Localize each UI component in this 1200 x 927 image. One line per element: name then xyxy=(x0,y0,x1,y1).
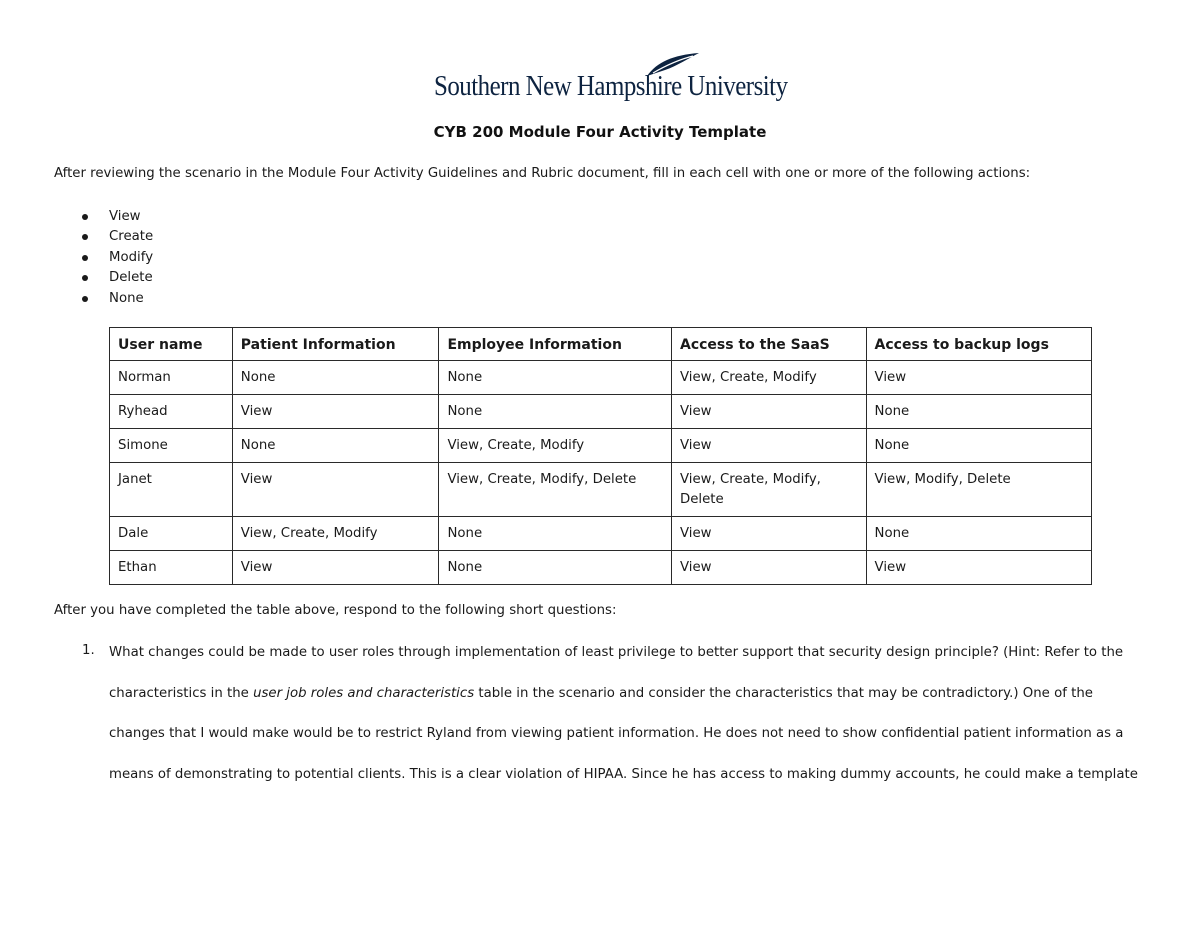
table-cell[interactable]: None xyxy=(232,429,439,463)
table-cell[interactable]: View xyxy=(232,395,439,429)
table-cell[interactable]: None xyxy=(232,361,439,395)
table-cell[interactable]: None xyxy=(439,395,672,429)
bullet-icon xyxy=(82,275,88,281)
university-logo xyxy=(430,52,788,108)
header-backup-logs: Access to backup logs xyxy=(866,328,1091,361)
table-row xyxy=(110,551,1092,585)
table-cell[interactable]: Janet xyxy=(110,463,233,517)
table-cell[interactable]: Ryhead xyxy=(110,395,233,429)
action-label: View xyxy=(109,209,141,224)
bullet-icon xyxy=(82,255,88,261)
table-row xyxy=(110,395,1092,429)
table-cell[interactable]: None xyxy=(439,361,672,395)
logo-wordmark: Southern New Hampshire University xyxy=(434,70,788,102)
bullet-icon xyxy=(82,296,88,302)
table-header-row xyxy=(110,328,1092,361)
table-cell[interactable]: None xyxy=(866,395,1091,429)
page-title: CYB 200 Module Four Activity Template xyxy=(433,123,767,141)
action-label: Delete xyxy=(109,270,153,286)
questions-intro: After you have completed the table above, respond to the following short questions: xyxy=(54,603,617,618)
table-cell[interactable]: View, Create, Modify, Delete xyxy=(439,463,672,517)
table-row xyxy=(110,517,1092,551)
text-line: What changes could be made to user roles through implementation of least privilege to better support that security design principle? (Hint: Refer to the xyxy=(109,645,1124,660)
header-employee-information: Employee Information xyxy=(439,328,672,361)
table-cell[interactable]: View, Create, Modify xyxy=(439,429,672,463)
table-row xyxy=(110,361,1092,395)
action-label: Create xyxy=(109,229,154,245)
table-cell[interactable]: None xyxy=(866,429,1091,463)
table-cell[interactable]: View xyxy=(671,395,866,429)
table-cell[interactable]: Ethan xyxy=(110,551,233,585)
table-cell[interactable]: View, Modify, Delete xyxy=(866,463,1091,517)
action-label: Modify xyxy=(109,249,154,265)
header-saas-access: Access to the SaaS xyxy=(671,328,866,361)
intro-text: After reviewing the scenario in the Module Four Activity Guidelines and Rubric document, fill in each cell with one or more of the following actions: xyxy=(54,166,1031,181)
table-cell[interactable]: View, Create, Modify, Delete xyxy=(671,463,866,517)
action-label: None xyxy=(109,290,144,306)
list-item xyxy=(78,227,153,247)
table-cell[interactable]: View xyxy=(671,517,866,551)
text-run: characteristics in the xyxy=(109,685,254,701)
table-cell[interactable]: View xyxy=(671,429,866,463)
table-cell[interactable]: Dale xyxy=(110,517,233,551)
table-cell[interactable]: View xyxy=(232,551,439,585)
table-cell[interactable]: None xyxy=(866,517,1091,551)
access-table xyxy=(109,327,1092,585)
table-cell[interactable]: Norman xyxy=(110,361,233,395)
table-row xyxy=(110,429,1092,463)
question-number: 1. xyxy=(82,643,95,658)
text-line: means of demonstrating to potential clients. This is a clear violation of HIPAA. Since he has access to making dummy accounts, he could make a template xyxy=(109,766,1138,782)
table-cell[interactable]: Simone xyxy=(110,429,233,463)
list-item xyxy=(78,289,153,309)
table-cell[interactable]: View xyxy=(671,551,866,585)
table-row xyxy=(110,463,1092,517)
list-item xyxy=(78,207,153,227)
table-cell[interactable]: View, Create, Modify xyxy=(232,517,439,551)
table-cell[interactable]: View, Create, Modify xyxy=(671,361,866,395)
header-user-name: User name xyxy=(110,328,233,361)
italic-text-run: user job roles and characteristics xyxy=(253,685,475,701)
table-cell[interactable]: None xyxy=(439,517,672,551)
table-cell[interactable]: View xyxy=(866,551,1091,585)
actions-list xyxy=(78,207,153,309)
text-line xyxy=(109,684,1159,725)
table-cell[interactable]: View xyxy=(866,361,1091,395)
table-cell[interactable]: View xyxy=(232,463,439,517)
bullet-icon xyxy=(82,214,88,220)
list-item xyxy=(78,248,153,268)
bullet-icon xyxy=(82,234,88,240)
table-cell[interactable]: None xyxy=(439,551,672,585)
text-line: changes that I would make would be to restrict Ryland from viewing patient information. He does not need to show confidential patient information as a xyxy=(109,726,1124,742)
list-item xyxy=(78,268,153,288)
text-run: table in the scenario and consider the characteristics that may be contradictory.) One of the xyxy=(474,685,1093,701)
header-patient-information: Patient Information xyxy=(232,328,439,361)
question-answer-text[interactable] xyxy=(109,643,1159,805)
